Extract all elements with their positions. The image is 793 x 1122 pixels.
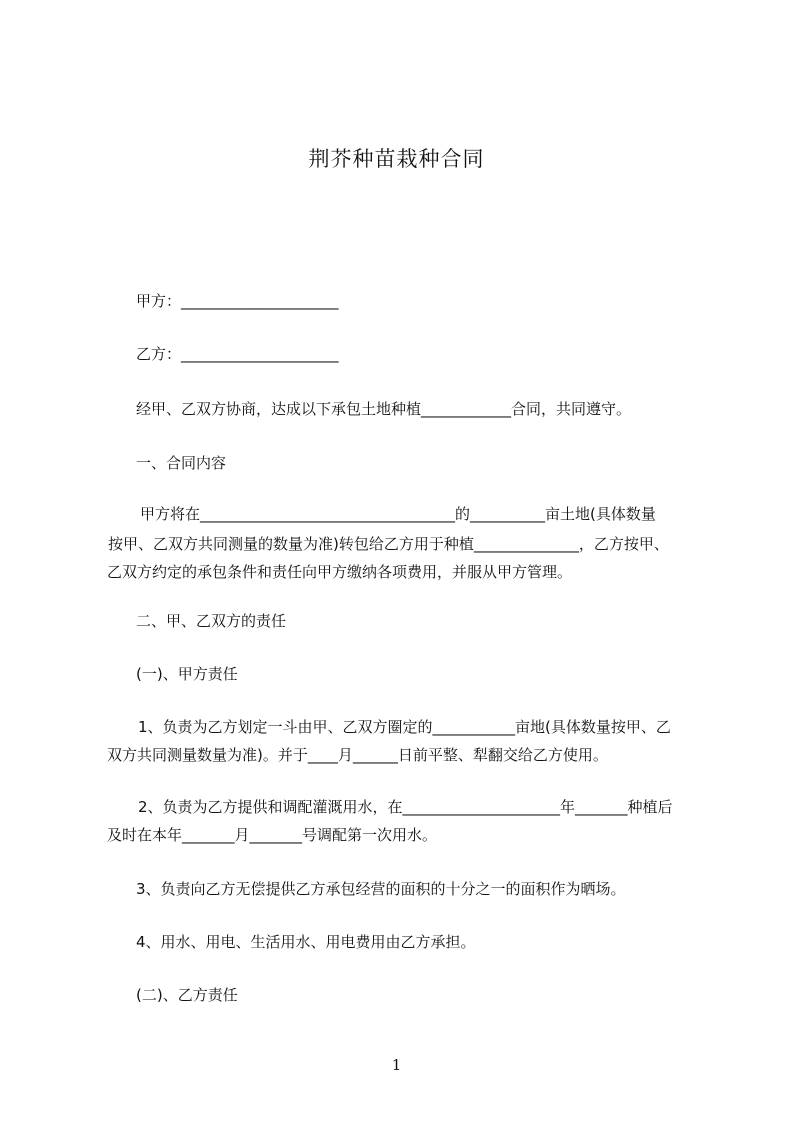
item1-line2: 双方共同测量数量为准)。并于____月______日前平整、犁翻交给乙方使用。 (107, 746, 608, 764)
section1-line1: 甲方将在__________________________________的__________亩土地(具体数量 (140, 505, 656, 523)
item4-line: 4、用水、用电、生活用水、用电费用由乙方承担。 (136, 933, 476, 951)
party-a-line: 甲方：_____________________ (136, 292, 339, 310)
sub2-heading: (二)、乙方责任 (136, 986, 238, 1004)
section2-heading: 二、甲、乙双方的责任 (136, 612, 287, 630)
section1-line2: 按甲、乙双方共同测量的数量为准)转包给乙方用于种植______________，乙方按甲、 (108, 535, 669, 553)
item2-line1: 2、负责为乙方提供和调配灌溉用水，在_____________________年_______种植后 (138, 798, 673, 816)
intro-paragraph: 经甲、乙双方协商，达成以下承包土地种植____________合同，共同遵守。 (136, 400, 632, 418)
section1-heading: 一、合同内容 (136, 454, 227, 472)
item2-line2: 及时在本年_______月_______号调配第一次用水。 (107, 826, 438, 844)
item3-line: 3、负责向乙方无偿提供乙方承包经营的面积的十分之一的面积作为晒场。 (136, 880, 626, 898)
item1-line1: 1、负责为乙方划定一斗由甲、乙双方圈定的___________亩地(具体数量按甲、乙 (138, 718, 671, 736)
sub1-heading: (一)、甲方责任 (136, 665, 238, 683)
party-b-line: 乙方：_____________________ (136, 345, 339, 363)
document-title: 荆芥种苗栽种合同 (308, 147, 485, 171)
page-number: 1 (391, 1056, 402, 1074)
section1-line3: 乙双方约定的承包条件和责任向甲方缴纳各项费用，并服从甲方管理。 (107, 563, 573, 581)
